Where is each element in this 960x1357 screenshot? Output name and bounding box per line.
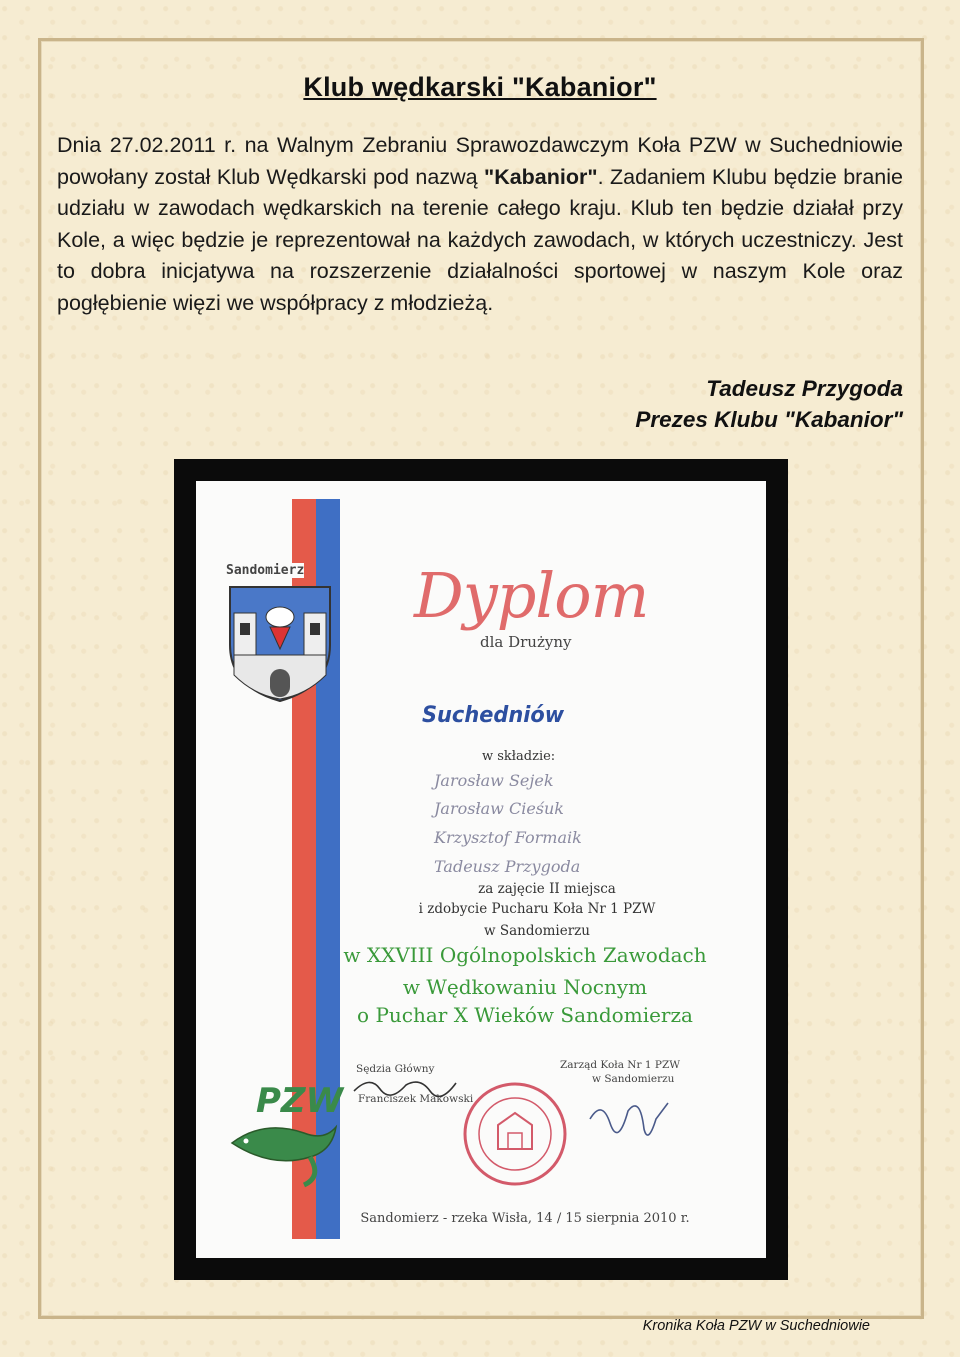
page-title: Klub wędkarski "Kabanior": [303, 72, 657, 102]
club-name-bold: "Kabanior": [484, 164, 598, 189]
paragraph-part-2: . Zadaniem Klubu będzie branie udziału w zawodach wędkarskich na terenie całego kraju. Klub ten będzie działał przy Kole, a więc będzie je reprezentował na każdych zawodach, w których uczestniczy. Jest to dobra inicjatywa na rozszerzenie działalności sportowej w naszym Kole oraz pogłębienie więzi we współpracy z młodzieżą.: [57, 164, 903, 315]
event-line-2: w Wędkowaniu Nocnym: [402, 975, 648, 999]
footer-chronicle: Kronika Koła PZW w Suchedniowie: [642, 1318, 870, 1334]
judge-title: Sędzia Główny: [356, 1063, 435, 1075]
judge-name: Franciszek Makowski: [358, 1093, 474, 1105]
event-line-1: w XXVIII Ogólnopolskich Zawodach: [343, 943, 707, 967]
judge-signature-icon: [350, 1073, 460, 1099]
sandomierz-coat-of-arms-icon: [226, 583, 334, 703]
cup-line: i zdobycie Pucharu Koła Nr 1 PZW: [418, 901, 656, 917]
diploma-for-team: dla Drużyny: [480, 633, 572, 651]
diploma-photo-frame: [174, 459, 788, 1280]
member-1: Jarosław Sejek: [434, 771, 554, 790]
official-stamp-icon: [460, 1079, 570, 1189]
diploma-heading: Dyplom: [414, 559, 649, 632]
city-line: w Sandomierzu: [484, 923, 590, 939]
board-line-1: Zarząd Koła Nr 1 PZW: [560, 1059, 681, 1071]
member-4: Tadeusz Przygoda: [434, 857, 581, 876]
member-2: Jarosław Cieśuk: [434, 799, 564, 818]
place-line: za zajęcie II miejsca: [478, 881, 616, 897]
signature-name: Tadeusz Przygoda: [706, 376, 903, 401]
composition-label: w składzie:: [482, 749, 556, 764]
signature-role: Prezes Klubu "Kabanior": [635, 407, 903, 432]
event-line-3: o Puchar X Wieków Sandomierza: [357, 1003, 693, 1027]
diploma-image: [196, 481, 766, 1258]
pzw-logo-text: PZW: [256, 1081, 344, 1121]
board-signature-icon: [584, 1089, 674, 1149]
paragraph-part-1: Dnia 27.02.2011 r. na Walnym Zebraniu Sprawozdawczym Koła PZW w Suchedniowie powołany został Klub Wędkarski pod nazwą: [57, 133, 903, 189]
emblem-label: Sandomierz: [226, 563, 305, 578]
team-name: Suchedniów: [422, 703, 565, 728]
location-date: Sandomierz - rzeka Wisła, 14 / 15 sierpnia 2010 r.: [360, 1211, 690, 1226]
article-paragraph: [57, 130, 903, 320]
member-3: Krzysztof Formaik: [434, 828, 582, 847]
board-line-2: w Sandomierzu: [592, 1073, 675, 1085]
